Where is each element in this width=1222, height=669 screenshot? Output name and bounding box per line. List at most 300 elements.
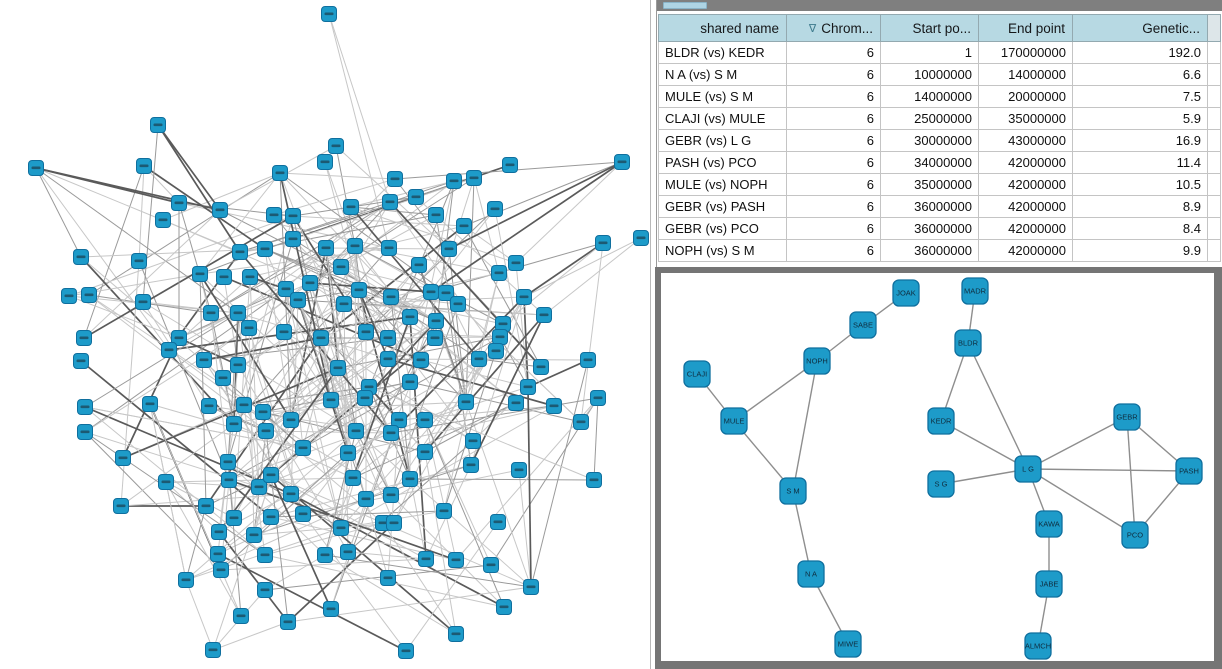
network-node[interactable] <box>574 415 589 430</box>
network-node[interactable] <box>286 232 301 247</box>
network-node[interactable] <box>234 609 249 624</box>
network-node[interactable] <box>352 283 367 298</box>
network-node[interactable] <box>403 310 418 325</box>
node-label <box>540 314 549 317</box>
network-node[interactable] <box>303 276 318 291</box>
cell-value[interactable]: 35000000 <box>979 108 1073 130</box>
node-label <box>117 505 126 508</box>
network-node[interactable] <box>503 158 518 173</box>
node-label <box>214 553 223 556</box>
network-node[interactable] <box>384 426 399 441</box>
cell-spacer <box>1208 196 1221 218</box>
network-node[interactable] <box>286 209 301 224</box>
network-node[interactable] <box>214 563 229 578</box>
cell-value[interactable]: 20000000 <box>979 86 1073 108</box>
network-node[interactable] <box>346 471 361 486</box>
node-label <box>85 294 94 297</box>
network-node[interactable] <box>489 344 504 359</box>
table-row[interactable] <box>659 86 1221 108</box>
node-label <box>432 214 441 217</box>
table-panel-header-strip <box>657 0 1222 11</box>
network-node[interactable] <box>277 325 292 340</box>
network-edge <box>265 565 491 590</box>
network-node[interactable] <box>74 250 89 265</box>
network-node[interactable] <box>337 297 352 312</box>
table-row[interactable] <box>659 64 1221 86</box>
table-header-row <box>659 15 1221 42</box>
network-node[interactable] <box>193 267 208 282</box>
cell-shared-name[interactable]: PASH (vs) PCO <box>659 152 787 174</box>
subnetwork-node-ALMCH[interactable] <box>1025 633 1051 659</box>
node-label <box>321 161 330 164</box>
network-node[interactable] <box>403 375 418 390</box>
node-label <box>80 337 89 340</box>
cell-value[interactable]: 6 <box>787 130 881 152</box>
column-header-Chrom...[interactable]: ∇ Chrom... <box>787 15 881 42</box>
network-node[interactable] <box>179 573 194 588</box>
network-node[interactable] <box>464 458 479 473</box>
network-node[interactable] <box>322 7 337 22</box>
network-node[interactable] <box>615 155 630 170</box>
node-label <box>334 367 343 370</box>
network-node[interactable] <box>331 361 346 376</box>
table-row[interactable] <box>659 42 1221 64</box>
node-label <box>280 331 289 334</box>
subnetwork-node-MIWE[interactable] <box>835 631 861 657</box>
network-node[interactable] <box>136 295 151 310</box>
subnetwork-node-S M[interactable] <box>780 478 806 504</box>
cell-value[interactable]: 42000000 <box>979 152 1073 174</box>
cell-value[interactable]: 6 <box>787 174 881 196</box>
network-node[interactable] <box>82 288 97 303</box>
network-node[interactable] <box>359 492 374 507</box>
network-edge <box>325 555 456 634</box>
subnetwork-node-PCO[interactable] <box>1122 522 1148 548</box>
network-node[interactable] <box>349 424 364 439</box>
network-node[interactable] <box>634 231 649 246</box>
network-node[interactable] <box>497 600 512 615</box>
network-node[interactable] <box>233 245 248 260</box>
node-label <box>245 327 254 330</box>
network-node[interactable] <box>524 580 539 595</box>
network-node[interactable] <box>143 397 158 412</box>
network-node[interactable] <box>78 425 93 440</box>
subnetwork-node-KEDR[interactable] <box>928 408 954 434</box>
network-node[interactable] <box>418 413 433 428</box>
subnetwork-node-N A[interactable] <box>798 561 824 587</box>
network-node[interactable] <box>243 270 258 285</box>
network-node[interactable] <box>509 256 524 271</box>
subnetwork-node-CLAJI[interactable] <box>684 361 710 387</box>
network-node[interactable] <box>29 161 44 176</box>
node-label <box>506 164 515 167</box>
network-node[interactable] <box>172 196 187 211</box>
network-node[interactable] <box>491 515 506 530</box>
network-node[interactable] <box>466 434 481 449</box>
network-node[interactable] <box>202 399 217 414</box>
network-node[interactable] <box>231 358 246 373</box>
cell-value[interactable]: 34000000 <box>881 152 979 174</box>
subnetwork-node-MADR[interactable] <box>962 278 988 304</box>
node-label <box>395 419 404 422</box>
node-label <box>140 165 149 168</box>
node-label <box>469 440 478 443</box>
node-label <box>445 248 454 251</box>
cell-value[interactable]: 11.4 <box>1073 152 1208 174</box>
node-label <box>287 493 296 496</box>
cell-shared-name[interactable]: GEBR (vs) L G <box>659 130 787 152</box>
network-edge <box>150 404 241 616</box>
network-node[interactable] <box>284 487 299 502</box>
cell-value[interactable]: 42000000 <box>979 240 1073 262</box>
network-node[interactable] <box>296 507 311 522</box>
cell-value[interactable]: 36000000 <box>881 218 979 240</box>
network-node[interactable] <box>227 417 242 432</box>
network-node[interactable] <box>512 463 527 478</box>
cell-spacer <box>1208 108 1221 130</box>
network-node[interactable] <box>459 395 474 410</box>
node-label: S M <box>786 486 800 496</box>
node-label <box>365 386 374 389</box>
network-node[interactable] <box>381 571 396 586</box>
network-node[interactable] <box>132 254 147 269</box>
cell-value[interactable]: 6.6 <box>1073 64 1208 86</box>
network-node[interactable] <box>358 391 373 406</box>
network-node[interactable] <box>382 241 397 256</box>
node-label <box>361 397 370 400</box>
filter-icon[interactable]: ∇ <box>808 22 817 35</box>
network-node[interactable] <box>437 504 452 519</box>
subnetwork-node-BLDR[interactable] <box>955 330 981 356</box>
network-node[interactable] <box>517 290 532 305</box>
node-label <box>209 649 218 652</box>
network-node[interactable] <box>472 352 487 367</box>
node-label: KAWA <box>1038 519 1060 529</box>
node-label <box>467 464 476 467</box>
node-label <box>267 516 276 519</box>
subnetwork-node-KAWA[interactable] <box>1036 511 1062 537</box>
cell-value[interactable]: 6 <box>787 64 881 86</box>
network-node[interactable] <box>216 371 231 386</box>
network-node[interactable] <box>222 473 237 488</box>
cell-shared-name[interactable]: CLAJI (vs) MULE <box>659 108 787 130</box>
horizontal-scrollbar-thumb[interactable] <box>663 2 707 9</box>
cell-shared-name[interactable]: BLDR (vs) KEDR <box>659 42 787 64</box>
network-node[interactable] <box>256 405 271 420</box>
cell-value[interactable]: 6 <box>787 108 881 130</box>
network-node[interactable] <box>159 475 174 490</box>
cell-value[interactable]: 192.0 <box>1073 42 1208 64</box>
node-label <box>470 177 479 180</box>
network-node[interactable] <box>78 400 93 415</box>
cell-value[interactable]: 6 <box>787 240 881 262</box>
node-label <box>384 577 393 580</box>
network-node[interactable] <box>449 553 464 568</box>
network-node[interactable] <box>521 380 536 395</box>
network-node[interactable] <box>381 352 396 367</box>
subnetwork-node-MULE[interactable] <box>721 408 747 434</box>
cell-value[interactable]: 5.9 <box>1073 108 1208 130</box>
network-node[interactable] <box>258 242 273 257</box>
network-edge <box>150 404 186 580</box>
network-node[interactable] <box>116 451 131 466</box>
node-label <box>234 364 243 367</box>
network-node[interactable] <box>204 306 219 321</box>
network-node[interactable] <box>488 202 503 217</box>
column-header-End point[interactable]: End point <box>979 15 1073 42</box>
network-node[interactable] <box>409 190 424 205</box>
cell-spacer <box>1208 240 1221 262</box>
network-node[interactable] <box>381 331 396 346</box>
network-node[interactable] <box>418 445 433 460</box>
cell-value[interactable]: 6 <box>787 196 881 218</box>
cell-value[interactable]: 1 <box>881 42 979 64</box>
network-node[interactable] <box>206 643 221 658</box>
network-edge <box>968 343 1028 469</box>
network-node[interactable] <box>318 155 333 170</box>
network-node[interactable] <box>412 258 427 273</box>
network-node[interactable] <box>596 236 611 251</box>
node-label <box>250 534 259 537</box>
network-node[interactable] <box>387 516 402 531</box>
node-label <box>175 202 184 205</box>
network-node[interactable] <box>414 353 429 368</box>
network-node[interactable] <box>237 398 252 413</box>
network-node[interactable] <box>384 290 399 305</box>
network-node[interactable] <box>151 118 166 133</box>
network-node[interactable] <box>74 354 89 369</box>
network-node[interactable] <box>428 331 443 346</box>
network-node[interactable] <box>329 139 344 154</box>
cell-value[interactable]: 14000000 <box>979 64 1073 86</box>
network-node[interactable] <box>451 297 466 312</box>
cell-value[interactable]: 8.4 <box>1073 218 1208 240</box>
network-node[interactable] <box>211 547 226 562</box>
node-label <box>385 247 394 250</box>
network-node[interactable] <box>137 159 152 174</box>
node-label: BLDR <box>957 338 979 348</box>
cell-value[interactable]: 8.9 <box>1073 196 1208 218</box>
network-node[interactable] <box>281 615 296 630</box>
network-node[interactable] <box>403 472 418 487</box>
network-node[interactable] <box>587 473 602 488</box>
subnetwork-node-L G[interactable] <box>1015 456 1041 482</box>
network-node[interactable] <box>259 424 274 439</box>
table-row[interactable] <box>659 108 1221 130</box>
cell-value[interactable]: 10.5 <box>1073 174 1208 196</box>
node-label <box>216 209 225 212</box>
column-header-shared name[interactable]: shared name <box>659 15 787 42</box>
network-node[interactable] <box>467 171 482 186</box>
network-edge <box>410 479 594 480</box>
network-node[interactable] <box>457 219 472 234</box>
network-node[interactable] <box>399 644 414 659</box>
cell-shared-name[interactable]: NOPH (vs) S M <box>659 240 787 262</box>
cell-value[interactable]: 14000000 <box>881 86 979 108</box>
cell-value[interactable]: 170000000 <box>979 42 1073 64</box>
subnetwork-node-NOPH[interactable] <box>804 348 830 374</box>
network-node[interactable] <box>213 203 228 218</box>
network-node[interactable] <box>242 321 257 336</box>
network-node[interactable] <box>534 360 549 375</box>
network-node[interactable] <box>581 353 596 368</box>
network-node[interactable] <box>348 239 363 254</box>
cell-value[interactable]: 16.9 <box>1073 130 1208 152</box>
table-row[interactable] <box>659 152 1221 174</box>
node-label <box>452 633 461 636</box>
network-edge <box>594 398 598 480</box>
cell-value[interactable]: 42000000 <box>979 196 1073 218</box>
network-node[interactable] <box>447 174 462 189</box>
node-label <box>512 262 521 265</box>
cell-value[interactable]: 6 <box>787 218 881 240</box>
cell-value[interactable]: 9.9 <box>1073 240 1208 262</box>
network-node[interactable] <box>537 308 552 323</box>
network-node[interactable] <box>509 396 524 411</box>
network-node[interactable] <box>77 331 92 346</box>
network-node[interactable] <box>493 330 508 345</box>
node-label <box>537 366 546 369</box>
subnetwork-node-SABE[interactable] <box>850 312 876 338</box>
network-node[interactable] <box>419 552 434 567</box>
cell-value[interactable]: 25000000 <box>881 108 979 130</box>
cell-value[interactable]: 6 <box>787 152 881 174</box>
node-label <box>495 272 504 275</box>
network-edge <box>325 478 353 555</box>
network-node[interactable] <box>264 468 279 483</box>
network-node[interactable] <box>319 241 334 256</box>
network-node[interactable] <box>359 325 374 340</box>
network-node[interactable] <box>388 172 403 187</box>
network-node[interactable] <box>217 270 232 285</box>
network-node[interactable] <box>591 391 606 406</box>
table-row[interactable] <box>659 240 1221 262</box>
network-node[interactable] <box>442 242 457 257</box>
node-label <box>259 411 268 414</box>
network-node[interactable] <box>334 521 349 536</box>
network-node[interactable] <box>341 545 356 560</box>
network-node[interactable] <box>264 510 279 525</box>
table-row[interactable] <box>659 218 1221 240</box>
cell-value[interactable]: 43000000 <box>979 130 1073 152</box>
network-node[interactable] <box>429 208 444 223</box>
cell-value[interactable]: 6 <box>787 86 881 108</box>
network-node[interactable] <box>341 446 356 461</box>
cell-value[interactable]: 35000000 <box>881 174 979 196</box>
network-node[interactable] <box>424 285 439 300</box>
network-node[interactable] <box>156 213 171 228</box>
network-edge <box>186 506 206 580</box>
network-node[interactable] <box>199 499 214 514</box>
cell-shared-name[interactable]: GEBR (vs) PASH <box>659 196 787 218</box>
cell-value[interactable]: 7.5 <box>1073 86 1208 108</box>
network-node[interactable] <box>284 413 299 428</box>
cell-shared-name[interactable]: N A (vs) S M <box>659 64 787 86</box>
node-label <box>282 288 291 291</box>
node-label <box>289 238 298 241</box>
network-node[interactable] <box>258 583 273 598</box>
network-node[interactable] <box>314 331 329 346</box>
network-node[interactable] <box>384 488 399 503</box>
cell-shared-name[interactable]: MULE (vs) NOPH <box>659 174 787 196</box>
network-node[interactable] <box>212 525 227 540</box>
node-label <box>387 494 396 497</box>
network-node[interactable] <box>449 627 464 642</box>
network-node[interactable] <box>344 200 359 215</box>
network-node[interactable] <box>231 306 246 321</box>
node-label <box>81 431 90 434</box>
node-label <box>196 273 205 276</box>
network-node[interactable] <box>484 558 499 573</box>
node-label <box>262 430 271 433</box>
network-node[interactable] <box>162 343 177 358</box>
subnetwork-node-S G[interactable] <box>928 471 954 497</box>
network-node[interactable] <box>429 314 444 329</box>
node-label: MULE <box>723 416 745 426</box>
cell-value[interactable]: 36000000 <box>881 240 979 262</box>
column-header-Genetic...[interactable]: Genetic... <box>1073 15 1208 42</box>
network-node[interactable] <box>324 393 339 408</box>
cell-shared-name[interactable]: GEBR (vs) PCO <box>659 218 787 240</box>
network-node[interactable] <box>221 455 236 470</box>
table-row[interactable] <box>659 130 1221 152</box>
cell-value[interactable]: 42000000 <box>979 174 1073 196</box>
network-node[interactable] <box>258 548 273 563</box>
network-node[interactable] <box>62 289 77 304</box>
node-label <box>215 531 224 534</box>
network-edge <box>280 173 395 179</box>
network-node[interactable] <box>291 293 306 308</box>
subnetwork-node-PASH[interactable] <box>1176 458 1202 484</box>
node-label <box>205 405 214 408</box>
subnetwork-node-JOAK[interactable] <box>893 280 919 306</box>
network-node[interactable] <box>267 208 282 223</box>
table-row[interactable] <box>659 196 1221 218</box>
cell-value[interactable]: 42000000 <box>979 218 1073 240</box>
network-node[interactable] <box>492 266 507 281</box>
network-node[interactable] <box>547 399 562 414</box>
node-label <box>276 172 285 175</box>
node-label <box>299 513 308 516</box>
network-edge <box>1028 417 1127 469</box>
network-node[interactable] <box>383 195 398 210</box>
node-label <box>384 337 393 340</box>
subnetwork-view[interactable] <box>661 273 1214 661</box>
network-node[interactable] <box>227 511 242 526</box>
cell-value[interactable]: 10000000 <box>881 64 979 86</box>
network-node[interactable] <box>247 528 262 543</box>
network-node[interactable] <box>273 166 288 181</box>
cell-shared-name[interactable]: MULE (vs) S M <box>659 86 787 108</box>
subnetwork-node-JABE[interactable] <box>1036 571 1062 597</box>
subnetwork-node-GEBR[interactable] <box>1114 404 1140 430</box>
node-label: JABE <box>1039 579 1059 589</box>
cell-value[interactable]: 36000000 <box>881 196 979 218</box>
node-label <box>390 522 399 525</box>
network-node[interactable] <box>324 602 339 617</box>
cell-value[interactable]: 30000000 <box>881 130 979 152</box>
node-label <box>584 359 593 362</box>
table-row[interactable] <box>659 174 1221 196</box>
network-node[interactable] <box>197 353 212 368</box>
node-label <box>487 564 496 567</box>
network-node[interactable] <box>114 499 129 514</box>
network-node[interactable] <box>296 441 311 456</box>
network-node[interactable] <box>334 260 349 275</box>
column-header-Start po...[interactable]: Start po... <box>881 15 979 42</box>
network-node[interactable] <box>318 548 333 563</box>
cell-value[interactable]: 6 <box>787 42 881 64</box>
